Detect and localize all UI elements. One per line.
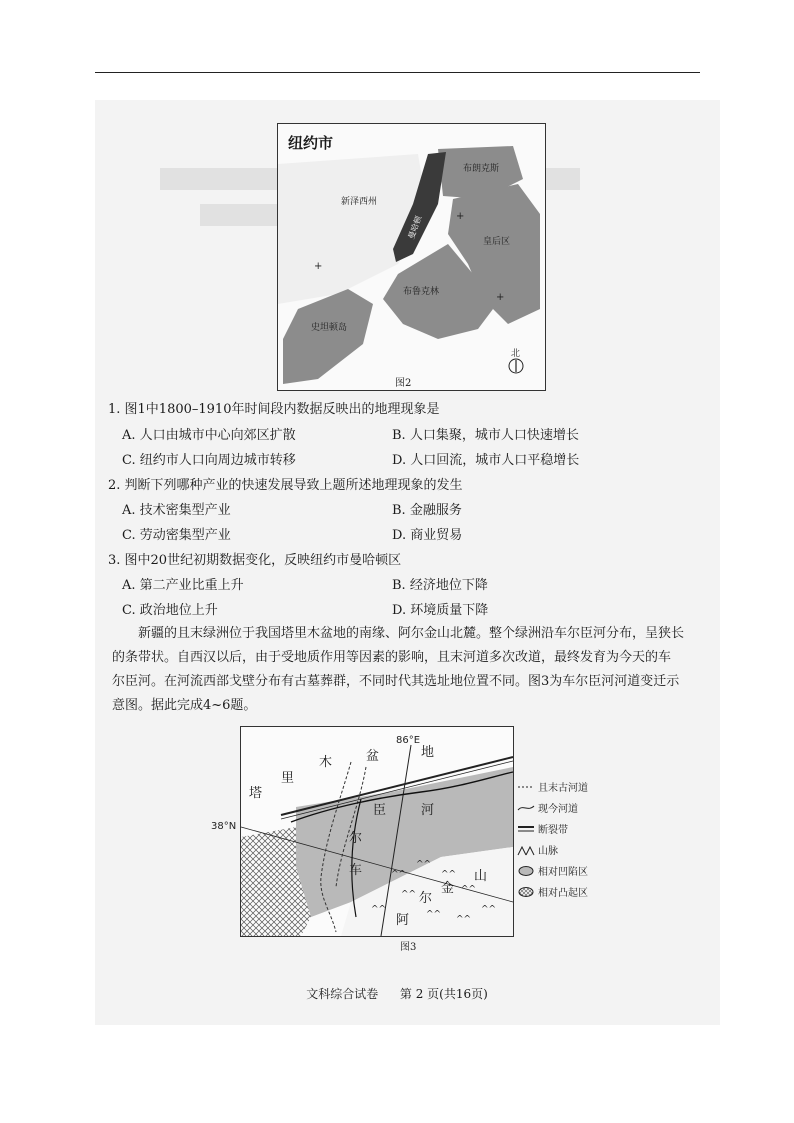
question-2-option-c: C. 劳动密集型产业	[122, 528, 231, 543]
label-manhattan: 曼哈顿	[406, 214, 424, 241]
top-rule	[95, 72, 700, 73]
fault-line-icon	[518, 825, 534, 833]
question-1-stem: 1. 图1中1800–1910年时间段内数据反映出的地理现象是	[108, 402, 440, 417]
passage-line-2: 的条带状。自西汉以后，由于受地质作用等因素的影响，且末河道多次改道，最终发育为今天的车	[112, 650, 672, 665]
legend-mountain	[518, 842, 558, 857]
question-3-option-a: A. 第二产业比重上升	[122, 578, 244, 593]
river-char-4: 河	[421, 803, 435, 818]
label-brooklyn: 布鲁克林	[403, 287, 440, 297]
legend-current-river-label: 现今河道	[538, 804, 578, 815]
svg-text:+: +	[496, 292, 505, 303]
legend-fault-label: 断裂带	[538, 825, 568, 836]
svg-text:^^: ^^	[401, 890, 417, 900]
figure-3-river-map	[211, 726, 514, 937]
figure-2-caption: 图2	[395, 378, 412, 389]
legend-ancient-river	[518, 779, 588, 794]
legend-raised-label: 相对凸起区	[538, 888, 588, 899]
legend-ancient-river-label: 且末古河道	[538, 783, 588, 794]
passage-line-1: 新疆的且末绿洲位于我国塔里木盆地的南缘、阿尔金山北麓。整个绿洲沿车尔臣河分布，呈狭长	[138, 626, 685, 641]
svg-text:^^: ^^	[461, 885, 477, 895]
page-footer	[0, 985, 794, 1002]
svg-text:^^: ^^	[371, 905, 387, 915]
river-char-1: 车	[349, 863, 363, 878]
legend-depression	[518, 863, 588, 878]
question-2-option-b: B. 金融服务	[392, 503, 462, 518]
svg-text:^^: ^^	[481, 905, 497, 915]
question-3-option-c: C. 政治地位上升	[122, 603, 218, 618]
svg-text:^^: ^^	[441, 870, 457, 880]
basin-char-1: 塔	[249, 786, 263, 801]
footer-page-number: 第 2 页(共16页)	[399, 987, 488, 1001]
legend-raised	[518, 884, 588, 899]
svg-text:^^: ^^	[391, 870, 407, 880]
river-char-2: 尔	[349, 831, 363, 846]
question-3-option-b: B. 经济地位下降	[392, 578, 488, 593]
raised-swatch-icon	[518, 887, 534, 897]
legend-mountain-label: 山脉	[538, 846, 558, 857]
mountain-char-2: 尔	[419, 891, 433, 906]
river-char-3: 臣	[373, 803, 387, 818]
question-1-option-c: C. 纽约市人口向周边城市转移	[122, 453, 296, 468]
passage-line-3: 尔臣河。在河流西部戈壁分布有古墓葬群，不同时代其选址地位置不同。图3为车尔臣河河道变迁示	[112, 674, 680, 689]
passage-line-4: 意图。据此完成4~6题。	[112, 698, 257, 713]
label-86e: 86°E	[396, 735, 421, 746]
basin-char-2: 里	[281, 771, 295, 786]
figure-3-caption: 图3	[400, 942, 417, 953]
question-1-option-b: B. 人口集聚，城市人口快速增长	[392, 428, 579, 443]
figure-2-title: 纽约市	[288, 134, 334, 152]
label-staten-island: 史坦顿岛	[311, 323, 348, 333]
question-2-option-a: A. 技术密集型产业	[122, 503, 231, 518]
legend-current-river	[518, 800, 578, 815]
label-38n: 38°N	[211, 821, 237, 832]
mountain-char-4: 山	[474, 869, 488, 884]
question-2-option-d: D. 商业贸易	[392, 528, 463, 543]
legend-depression-label: 相对凹陷区	[538, 867, 588, 878]
solid-line-icon	[518, 804, 534, 812]
mountain-char-3: 金	[441, 881, 455, 896]
basin-char-5: 地	[421, 745, 435, 760]
label-queens: 皇后区	[483, 237, 511, 247]
footer-subject: 文科综合试卷	[306, 987, 379, 1001]
question-2-stem: 2. 判断下列哪种产业的快速发展导致上题所述地理现象的发生	[108, 478, 463, 493]
basin-char-3: 木	[319, 755, 333, 770]
svg-text:+: +	[456, 211, 465, 222]
question-1-option-d: D. 人口回流，城市人口平稳增长	[392, 453, 580, 468]
mountain-char-1: 阿	[396, 913, 410, 928]
staten-island-shape	[283, 289, 373, 384]
svg-text:^^: ^^	[456, 915, 472, 925]
question-3-stem: 3. 图中20世纪初期数据变化，反映纽约市曼哈顿区	[108, 553, 402, 568]
depression-swatch-icon	[518, 866, 534, 876]
label-new-jersey: 新泽西州	[341, 197, 378, 207]
mountain-icon	[518, 845, 534, 855]
question-1-option-a: A. 人口由城市中心向郊区扩散	[122, 428, 296, 443]
label-bronx: 布朗克斯	[463, 164, 500, 174]
question-3-option-d: D. 环境质量下降	[392, 603, 489, 618]
basin-char-4: 盆	[366, 749, 380, 764]
figure-2-nyc-map	[277, 123, 546, 391]
svg-text:^^: ^^	[416, 860, 432, 870]
legend-fault	[518, 821, 568, 836]
svg-text:^^: ^^	[426, 910, 442, 920]
dashed-line-icon	[518, 783, 534, 791]
svg-text:+: +	[314, 261, 323, 272]
nyc-map-graphic	[278, 124, 545, 390]
label-north: 北	[511, 349, 521, 359]
